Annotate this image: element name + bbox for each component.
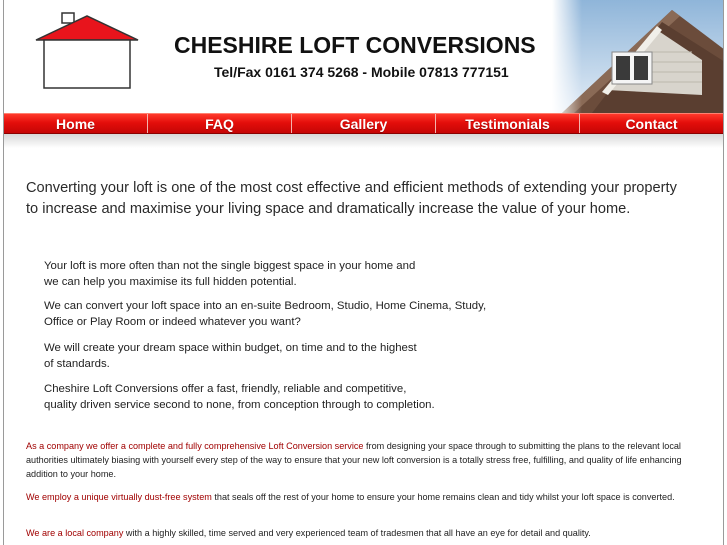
main-nav [4, 113, 723, 134]
paragraph-text: with a highly skilled, time served and very experienced team of tradesmen that all have an eye for detail and quality. [123, 528, 591, 538]
paragraph-text: from designing your space through to submitting the plans to the relevant local authorities ultimately biasing with yourself every step of the way to ensure that your new loft conversion is a totally stress free, fulfilling, and quality of life enhancing addition to your home. [26, 441, 682, 479]
nav-testimonials[interactable]: Testimonials [436, 114, 580, 133]
page [3, 0, 724, 545]
highlight-text: We are a local company [26, 528, 124, 538]
feature-item [44, 381, 435, 413]
feature-item [44, 258, 415, 290]
paragraph-local [26, 526, 698, 540]
nav-gallery[interactable]: Gallery [292, 114, 436, 133]
highlight-text: As a company we offer a complete and fully comprehensive Loft Conversion service [26, 441, 364, 451]
feature-line: we can help you maximise its full hidden potential. [44, 276, 297, 288]
header [4, 0, 723, 113]
feature-line: We will create your dream space within budget, on time and to the highest [44, 342, 417, 354]
feature-line: We can convert your loft space into an en-suite Bedroom, Studio, Home Cinema, Study, [44, 300, 487, 312]
site-phone: Tel/Fax 0161 374 5268 - Mobile 07813 777151 [214, 64, 509, 80]
nav-shadow [4, 134, 723, 148]
nav-contact[interactable]: Contact [625, 115, 678, 132]
feature-line: quality driven service second to none, from conception through to completion. [44, 399, 435, 411]
paragraph-dust-free [26, 490, 698, 504]
feature-line: Cheshire Loft Conversions offer a fast, friendly, reliable and competitive, [44, 383, 407, 395]
feature-item [44, 298, 486, 330]
site-title: CHESHIRE LOFT CONVERSIONS [174, 32, 536, 58]
highlight-text: We employ a unique virtually dust-free system [26, 492, 212, 502]
intro-text: Converting your loft is one of the most cost effective and efficient methods of extending your property to increase and maximise your living space and dramatically increase the value of your home. [26, 180, 677, 217]
house-logo-icon[interactable] [34, 10, 140, 90]
feature-line: Your loft is more often than not the single biggest space in your home and [44, 260, 416, 272]
feature-line: of standards. [44, 358, 110, 370]
paragraph-service [26, 439, 698, 481]
nav-faq[interactable]: FAQ [148, 114, 292, 133]
feature-line: Office or Play Room or indeed whatever you want? [44, 316, 301, 328]
house-roof-photo [552, 0, 724, 113]
paragraph-text: that seals off the rest of your home to ensure your home remains clean and tidy whilst your loft space is converted. [211, 492, 675, 502]
feature-item [44, 340, 417, 372]
nav-home[interactable]: Home [4, 114, 148, 133]
